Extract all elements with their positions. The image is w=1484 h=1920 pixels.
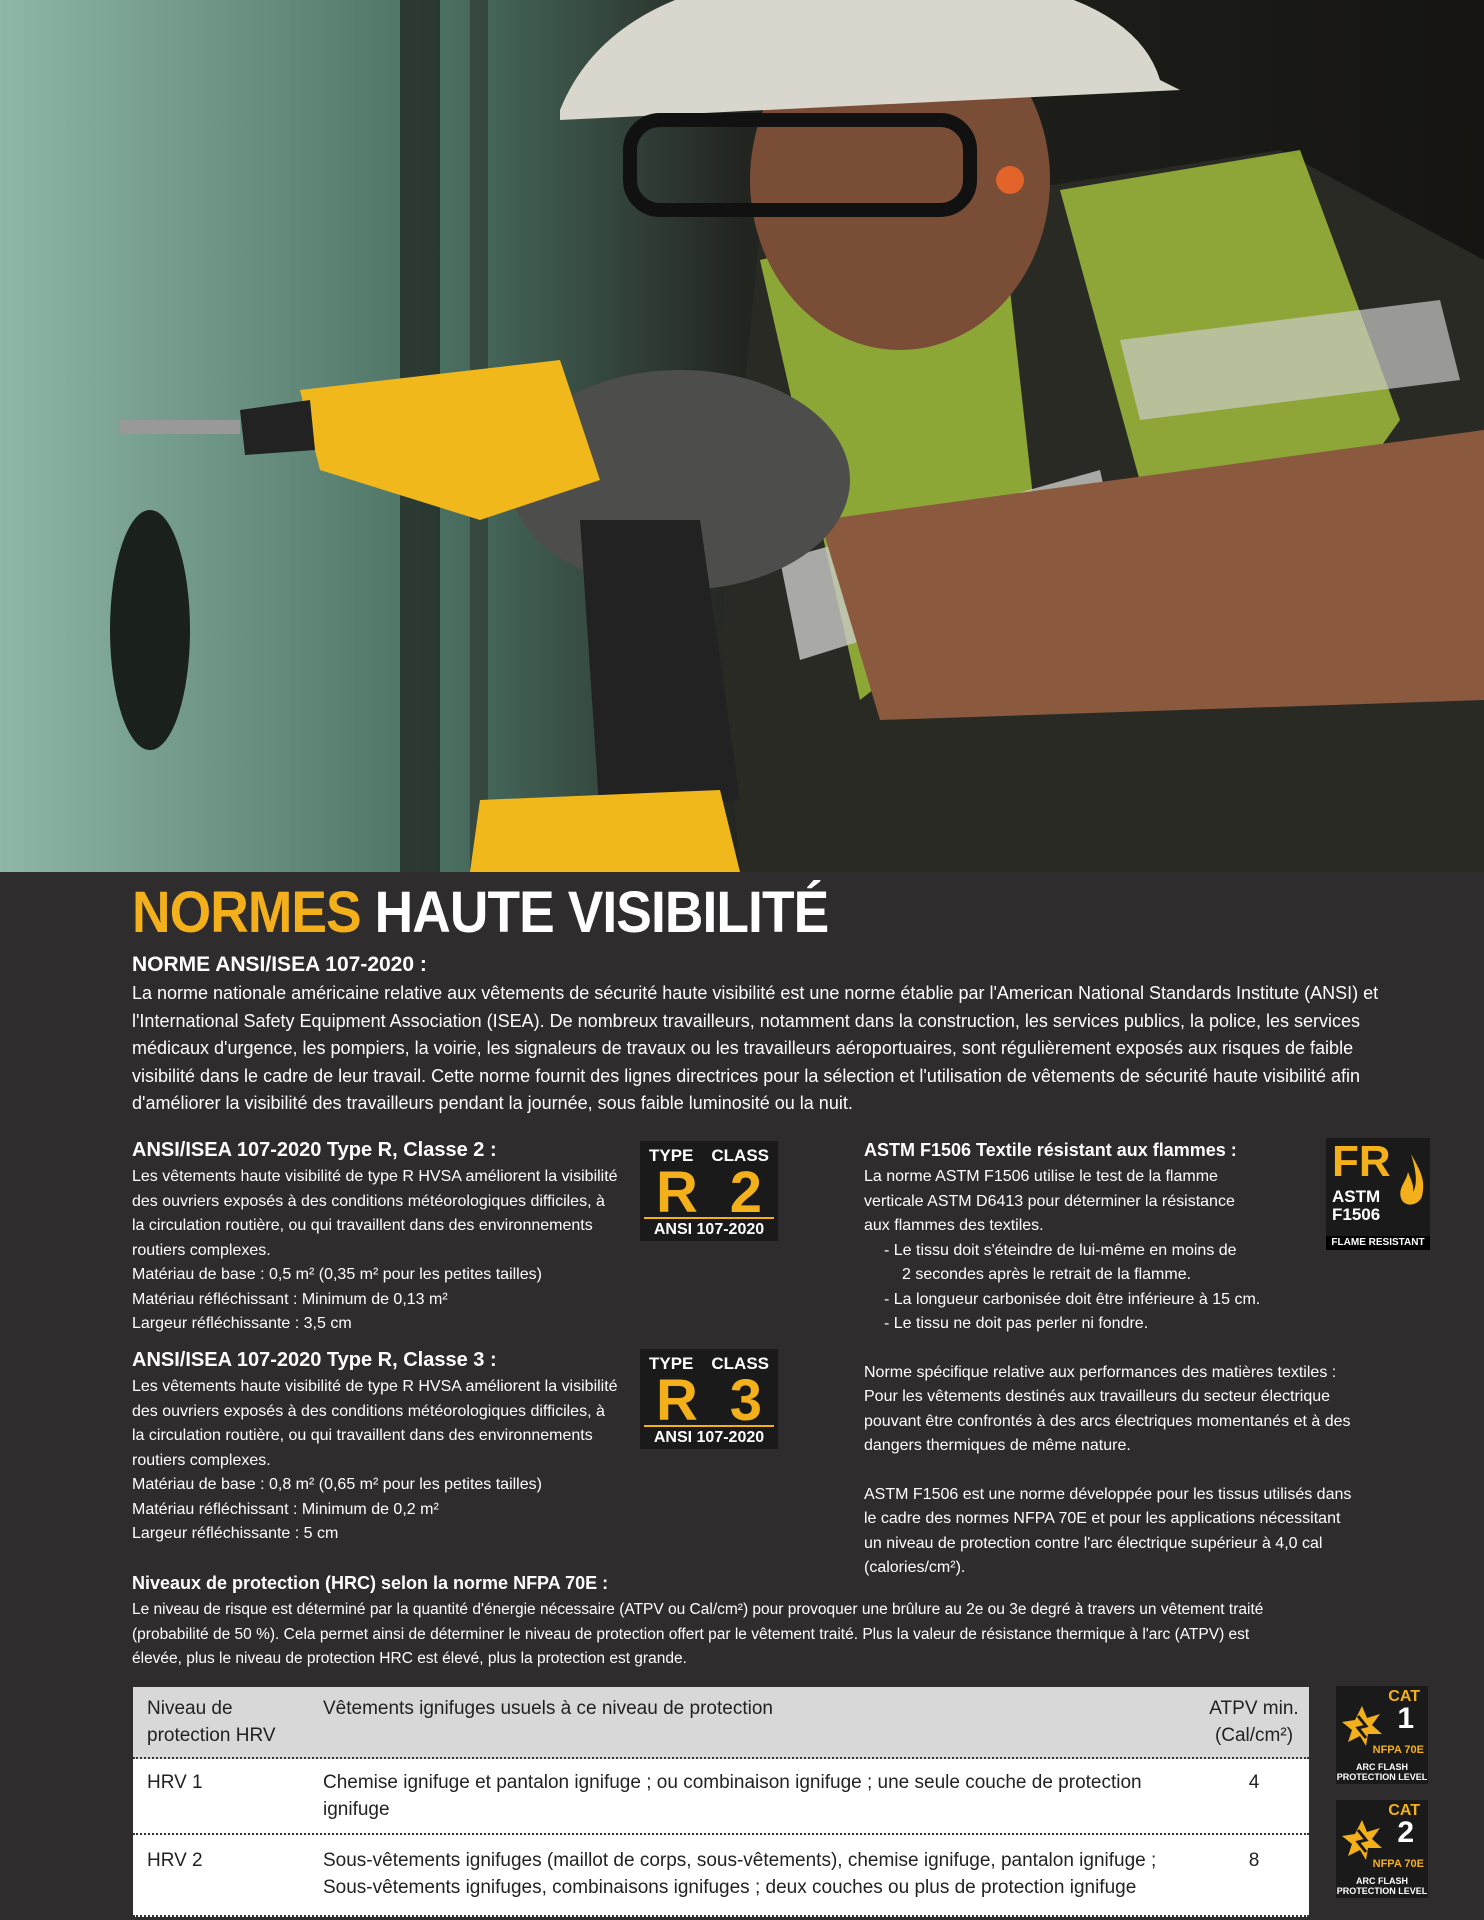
class3-heading: ANSI/ISEA 107-2020 Type R, Classe 3 : xyxy=(132,1349,497,1371)
astm-line: aux flammes des textiles. xyxy=(864,1217,1044,1234)
cat-number: 2 xyxy=(1397,1816,1414,1849)
cat1-badge xyxy=(1336,1686,1428,1784)
hrc-section xyxy=(132,1570,1332,1672)
class3-line: des ouvriers exposés à des conditions météorologiques difficiles, à xyxy=(132,1402,605,1420)
astm-para2-line: pouvant être confrontés à des arcs électriques momentanés et à des xyxy=(864,1412,1351,1430)
hrc-heading: Niveaux de protection (HRC) selon la norme NFPA 70E : xyxy=(132,1573,609,1593)
row-desc-line: Sous-vêtements ignifuges, combinaisons ignifuges ; deux couches ou plus de protection ignifuge xyxy=(323,1877,1137,1898)
class3-line: Matériau de base : 0,8 m² (0,65 m² pour les petites tailles) xyxy=(132,1476,542,1493)
row-desc-line: Sous-vêtements ignifuges (maillot de corps, sous-vêtements), chemise ignifuge, pantalon ignifuge ; xyxy=(323,1850,1157,1871)
badge-class: 3 xyxy=(729,1368,763,1433)
ansi-line: médicaux d'urgence, les pompiers, la voirie, les signaleurs de travaux ou les travailleurs aéroportuaires, sont régulièrement exposés aux risques de faible xyxy=(132,1038,1354,1058)
cat-std: NFPA 70E xyxy=(1372,1858,1424,1870)
fr-label: FR xyxy=(1332,1137,1391,1186)
fr-flame-resistant: FLAME RESISTANT xyxy=(1326,1236,1430,1250)
astm-bullet: - La longueur carbonisée doit être inférieure à 15 cm. xyxy=(884,1290,1261,1308)
class3-line: la circulation routière, ou qui travaillent dans des environnements xyxy=(132,1427,593,1444)
class3-badge xyxy=(640,1349,778,1449)
table-header-atpv xyxy=(1199,1687,1309,1757)
class3-line: Largeur réfléchissante : 5 cm xyxy=(132,1525,339,1542)
arc-flash-icon xyxy=(1340,1704,1384,1748)
astm-heading: ASTM F1506 Textile résistant aux flammes : xyxy=(864,1140,1237,1160)
astm-para3-line: le cadre des normes NFPA 70E et pour les applications nécessitant xyxy=(864,1510,1341,1527)
cat-label: CAT xyxy=(1388,1688,1420,1705)
badge-type: R xyxy=(655,1368,698,1433)
astm-para3-line: (calories/cm²). xyxy=(864,1559,966,1576)
class2-line: des ouvriers exposés à des conditions météorologiques difficiles, à xyxy=(132,1192,605,1210)
badge-std: ANSI 107-2020 xyxy=(644,1217,774,1241)
class3-line: routiers complexes. xyxy=(132,1451,271,1469)
worker-illustration xyxy=(0,0,1484,872)
fr-f1506: F1506 xyxy=(1332,1205,1381,1224)
header-line: Niveau de xyxy=(147,1698,233,1719)
cat2-badge xyxy=(1336,1800,1428,1898)
title-accent: NORMES xyxy=(132,880,361,945)
astm-para2-line: Pour les vêtements destinés aux travailleurs du secteur électrique xyxy=(864,1388,1331,1405)
header-line: ATPV min. xyxy=(1209,1698,1299,1719)
cat-arc-label xyxy=(1336,1876,1428,1896)
hrv-table xyxy=(133,1687,1309,1917)
hrc-line: Le niveau de risque est déterminé par la quantité d'énergie nécessaire (ATPV ou Cal/cm²) pour provoquer une brûlure au 2e ou 3e degré à travers un vêtement traité xyxy=(132,1601,1264,1618)
header-line: protection HRV xyxy=(147,1725,276,1746)
badge-type: R xyxy=(655,1160,698,1225)
flame-icon xyxy=(1396,1152,1426,1212)
row-desc xyxy=(313,1759,1199,1833)
class2-line: Largeur réfléchissante : 3,5 cm xyxy=(132,1315,352,1332)
astm-bullet: - Le tissu ne doit pas perler ni fondre. xyxy=(884,1315,1149,1332)
ansi-line: La norme nationale américaine relative aux vêtements de sécurité haute visibilité est une norme établie par l'American National Standards Institute (ANSI) et xyxy=(132,983,1379,1003)
intro-section xyxy=(132,880,1452,1118)
badge-class: 2 xyxy=(729,1160,763,1225)
table-header-level xyxy=(133,1687,313,1757)
flame-resistant-badge xyxy=(1326,1138,1430,1250)
class3-line: Les vêtements haute visibilité de type R HVSA améliorent la visibilité xyxy=(132,1378,618,1395)
astm-bullet: - Le tissu doit s'éteindre de lui-même en moins de xyxy=(884,1241,1237,1259)
badge-class-label: CLASS xyxy=(711,1146,769,1165)
row-level: HRV 2 xyxy=(147,1850,203,1871)
astm-para2-line: dangers thermiques de même nature. xyxy=(864,1437,1131,1454)
ansi-heading: NORME ANSI/ISEA 107-2020 : xyxy=(132,953,427,976)
class2-line: la circulation routière, ou qui travaillent dans des environnements xyxy=(132,1217,593,1234)
astm-para2-line: Norme spécifique relative aux performances des matières textiles : xyxy=(864,1363,1337,1381)
ansi-line: d'améliorer la visibilité des travailleurs pendant la journée, sous faible luminosité ou la nuit. xyxy=(132,1093,853,1113)
row-atpv: 4 xyxy=(1248,1772,1260,1793)
header-line: Vêtements ignifuges usuels à ce niveau de protection xyxy=(323,1698,773,1719)
cat-label-line: PROTECTION LEVEL xyxy=(1336,1886,1428,1896)
arc-flash-icon xyxy=(1340,1818,1384,1862)
class2-line: Matériau réfléchissant : Minimum de 0,13 m² xyxy=(132,1290,448,1308)
badge-std: ANSI 107-2020 xyxy=(644,1425,774,1449)
class3-line: Matériau réfléchissant : Minimum de 0,2 m² xyxy=(132,1500,439,1518)
table-header-row xyxy=(133,1687,1309,1759)
row-atpv: 8 xyxy=(1248,1850,1260,1871)
badge-type-label: TYPE xyxy=(648,1354,694,1373)
row-desc-line: Chemise ignifuge et pantalon ignifuge ; ou combinaison ignifuge ; une seule couche de protection ignifuge xyxy=(323,1772,1142,1820)
class2-badge xyxy=(640,1141,778,1241)
row-desc xyxy=(313,1835,1199,1915)
badge-type-label: TYPE xyxy=(648,1146,694,1165)
table-row xyxy=(133,1759,1309,1835)
astm-line: La norme ASTM F1506 utilise le test de la flamme xyxy=(864,1168,1218,1185)
cat-label-line: ARC FLASH xyxy=(1356,1876,1408,1886)
astm-bullet: 2 secondes après le retrait de la flamme. xyxy=(902,1266,1192,1283)
astm-line: verticale ASTM D6413 pour déterminer la résistance xyxy=(864,1192,1235,1210)
hero-photo xyxy=(0,0,1484,872)
badge-class-label: CLASS xyxy=(711,1354,769,1373)
cat-label-line: ARC FLASH xyxy=(1356,1762,1408,1772)
class2-heading: ANSI/ISEA 107-2020 Type R, Classe 2 : xyxy=(132,1139,497,1161)
ansi-line: l'International Safety Equipment Association (ISEA). De nombreux travailleurs, notamment dans la construction, les services publics, la police, les services xyxy=(132,1010,1361,1031)
class2-line: Matériau de base : 0,5 m² (0,35 m² pour les petites tailles) xyxy=(132,1266,542,1283)
page-title xyxy=(132,880,1346,946)
hrc-line: (probabilité de 50 %). Cela permet ainsi de déterminer le niveau de protection offert par le vêtement traité. Plus la valeur de résistance thermique à l'arc (ATPV) est xyxy=(132,1625,1250,1643)
class3-block xyxy=(132,1347,652,1547)
hrc-line: élevée, plus le niveau de protection HRC est élevé, plus la protection est grande. xyxy=(132,1650,687,1667)
class2-line: Les vêtements haute visibilité de type R HVSA améliorent la visibilité xyxy=(132,1168,618,1185)
fr-astm: ASTM xyxy=(1332,1187,1381,1206)
title-rest: HAUTE VISIBILITÉ xyxy=(374,880,829,945)
header-line: (Cal/cm²) xyxy=(1214,1725,1294,1746)
astm-para3-line: ASTM F1506 est une norme développée pour les tissus utilisés dans xyxy=(864,1485,1352,1503)
astm-para3-line: un niveau de protection contre l'arc électrique supérieur à 4,0 cal xyxy=(864,1534,1323,1552)
table-header-desc xyxy=(313,1687,1199,1757)
cat-std: NFPA 70E xyxy=(1372,1744,1424,1756)
cat-number: 1 xyxy=(1397,1702,1414,1735)
cat-label-line: PROTECTION LEVEL xyxy=(1336,1772,1428,1782)
class2-line: routiers complexes. xyxy=(132,1241,271,1259)
table-row xyxy=(133,1835,1309,1917)
astm-block xyxy=(864,1137,1384,1581)
ansi-line: visibilité dans le cadre de leur travail. Cette norme fournit des lignes directrices pour la sélection et l'utilisation de vêtements de sécurité haute visibilité afin xyxy=(132,1065,1361,1086)
cat-label: CAT xyxy=(1388,1802,1420,1819)
cat-arc-label xyxy=(1336,1762,1428,1782)
class2-block xyxy=(132,1137,652,1337)
row-level: HRV 1 xyxy=(147,1772,203,1793)
